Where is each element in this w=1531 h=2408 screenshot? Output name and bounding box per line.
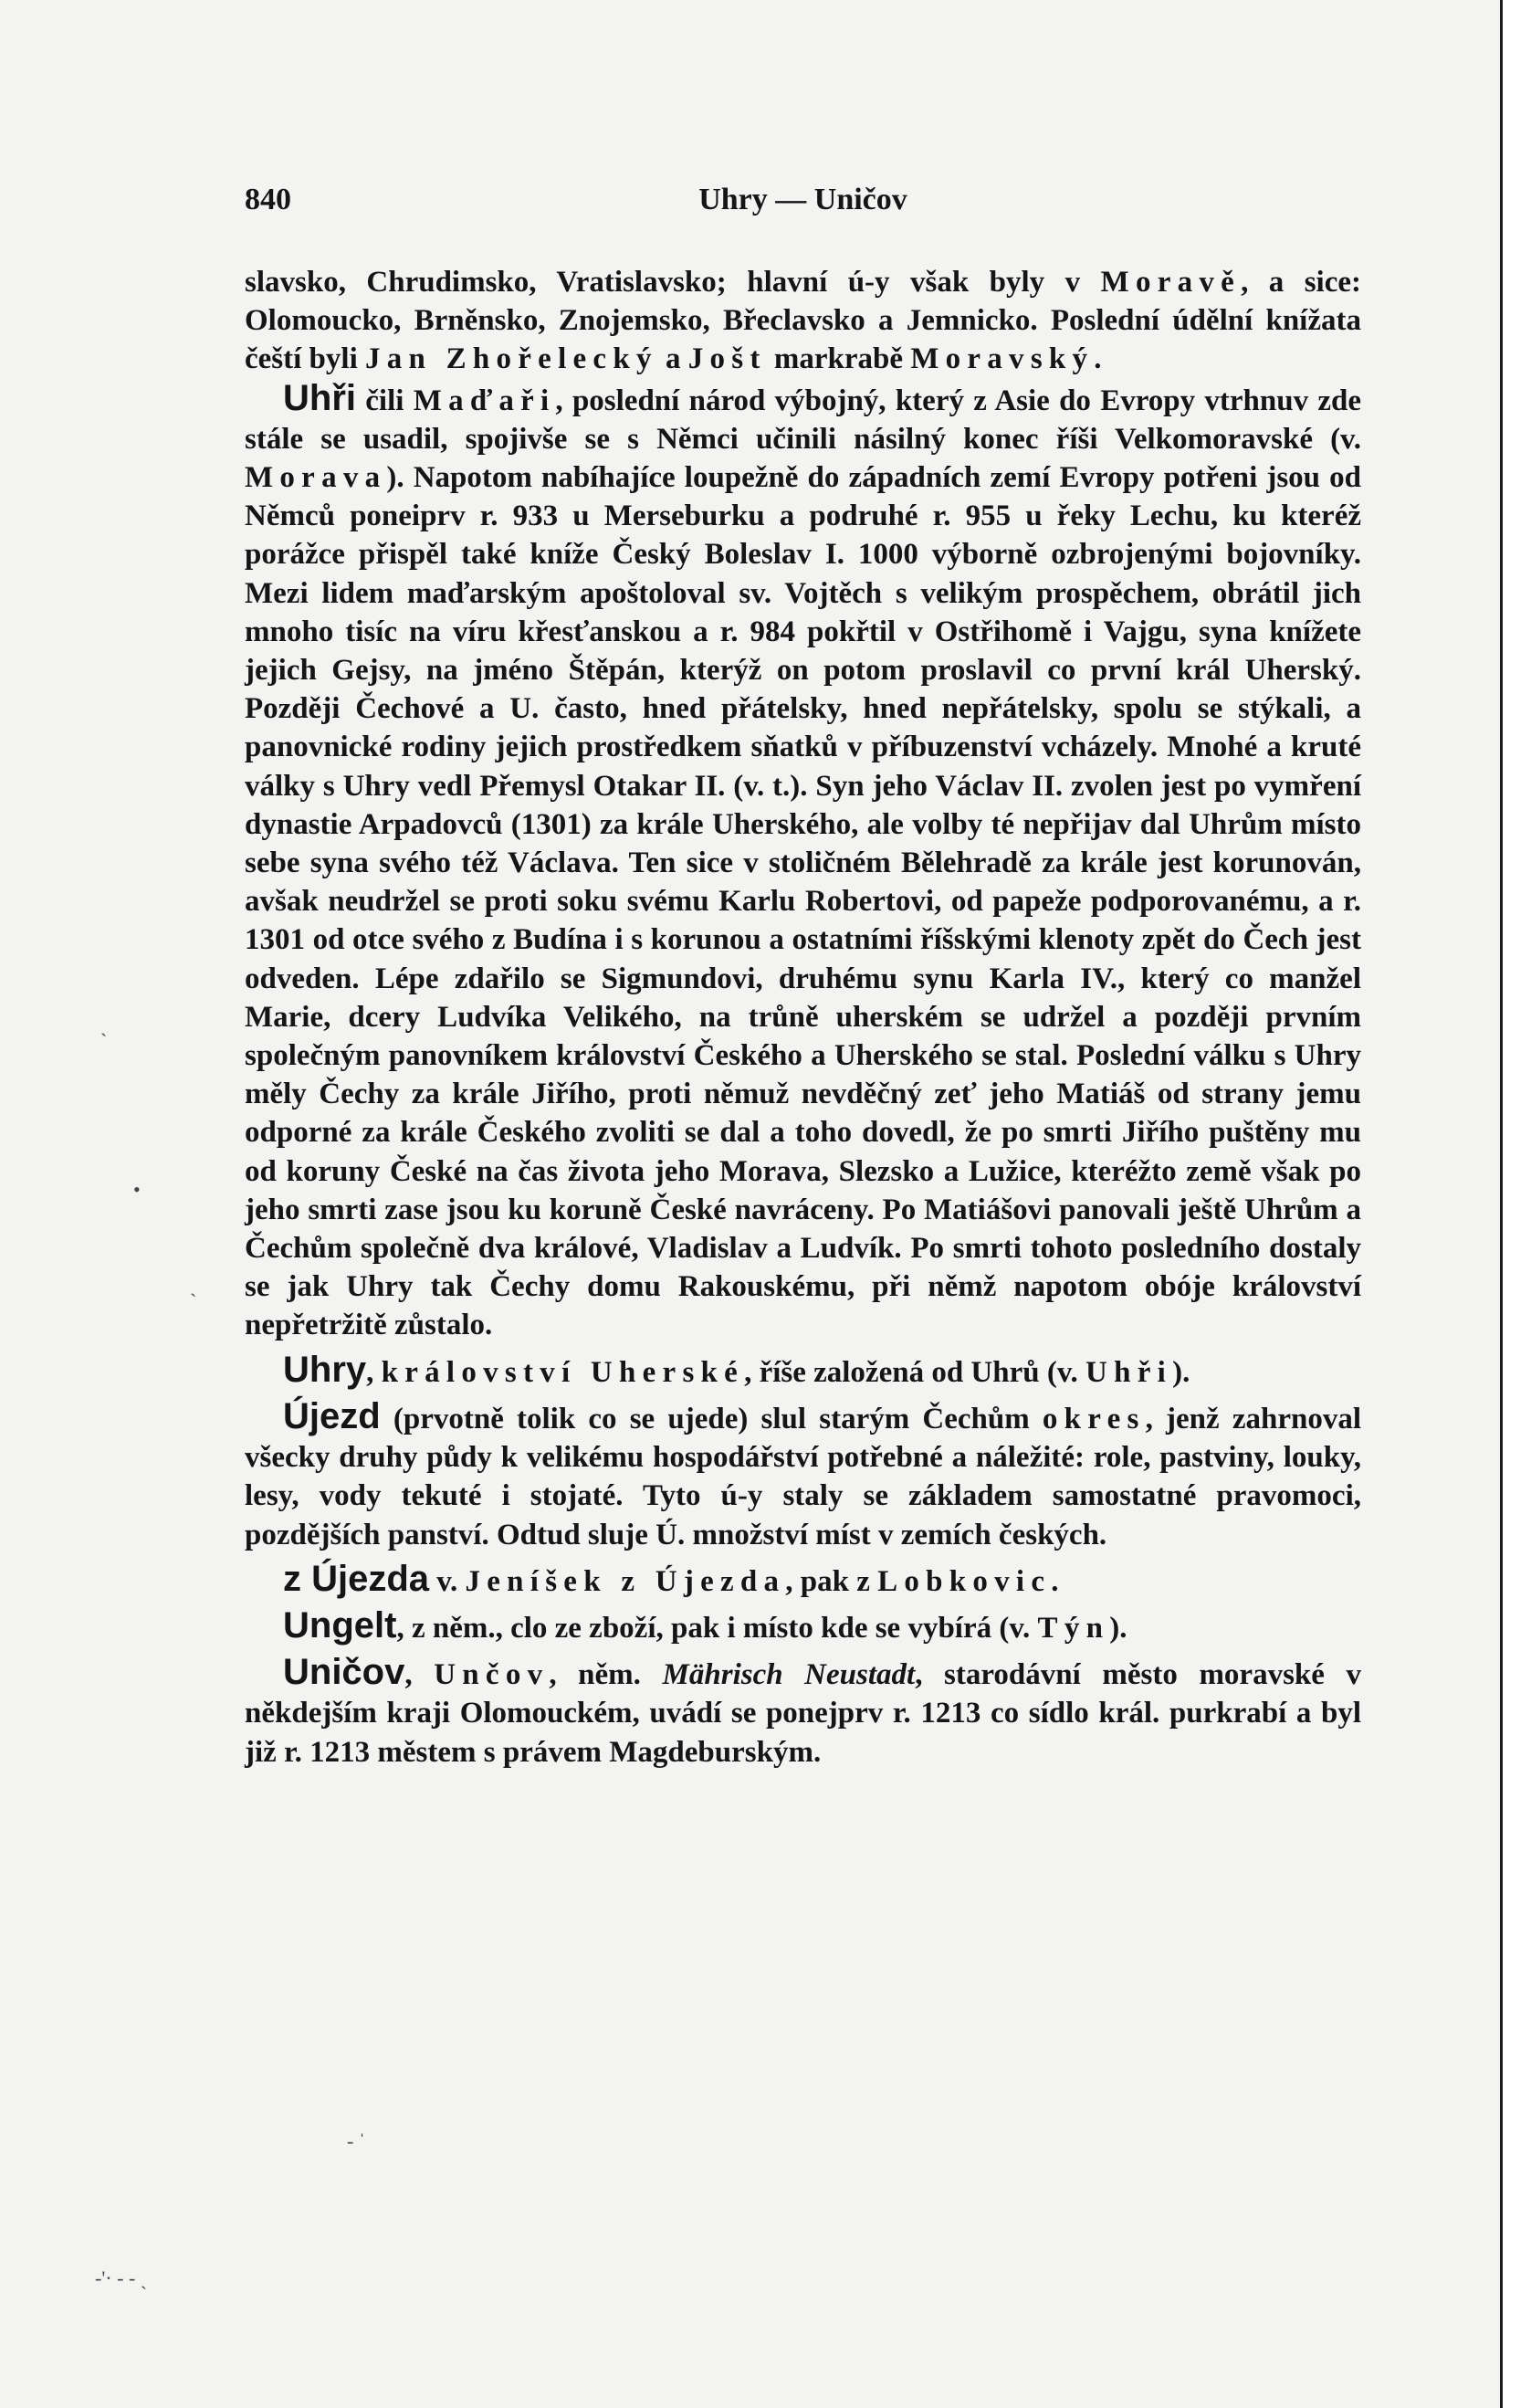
entry-unicov: Uničov, Unčov, něm. Mährisch Neustadt, starodávní město moravské v někdejším kraji Olomouckém, uvádí se ponejprv r. 1213 co sídlo král. purkrabí a byl již r. 1213 městem s právem Magdeburským. <box>245 1652 1362 1769</box>
scan-speck: ˎ <box>100 1014 108 1036</box>
scan-margin <box>1508 0 1531 2408</box>
headword: Újezd <box>283 1395 381 1436</box>
running-title: Uhry — Uničov <box>698 183 907 216</box>
scan-speck: - ˈ <box>347 2129 366 2152</box>
scan-speck: -'· - - ˏ <box>95 2266 148 2289</box>
paragraph-continuation: slavsko, Chrudimsko, Vratislavsko; hlavní ú-y však byly v Moravě, a sice: Olomoucko, Brněnsko, Znojemsko, Břeclavsko a Jemnicko. Poslední údělní knížata čeští byli Jan Zhořelecký a Jošt markrabě Moravský. <box>245 266 1361 376</box>
headword: Uničov <box>283 1652 405 1693</box>
headword: z Újezda <box>283 1558 430 1599</box>
page-header <box>245 183 1361 226</box>
main-text <box>245 263 1361 1772</box>
headword: Uhry <box>283 1349 367 1390</box>
entry-z-ujezda: z Újezda v. Jeníšek z Újezda, pak z Lobkovic. <box>283 1558 1059 1599</box>
scan-speck: • <box>133 1178 141 1201</box>
scan-speck: ˋ <box>190 1289 197 1312</box>
entry-uhry: Uhry, království Uherské, říše založená od Uhrů (v. Uhři). <box>283 1349 1190 1390</box>
entry-uhri: Uhři čili Maďaři, poslední národ výbojný, který z Asie do Evropy vtrhnuv zde stále se usadil, spojivše se s Němci učinili násilný konec říši Velkomoravské (v. Morava). Napotom nabíhajíce loupežně do západních zemí Evropy potřeni jsou od Němců poneiprv r. 933 u Merseburku a podruhé r. 955 u řeky Lechu, ku kteréž porážce přispěl také kníže Český Boleslav I. 1000 výborně ozbrojenými bojovníky. Mezi lidem maďarským apoštoloval sv. Vojtěch s velikým prospěchem, obrátil jich mnoho tisíc na víru křesťanskou a r. 984 pokřtil v Ostřihomě i Vajgu, syna knížete jejich Gejsy, na jméno Štěpán, kterýž on potom proslavil co první král Uherský. Později Čechové a U. často, hned přátelsky, hned nepřátelsky, spolu se stýkali, a panovnické rodiny jejich prostředkem sňatků v příbuzenství vcházely. Mnohé a kruté války s Uhry vedl Přemysl Otakar II. (v. t.). Syn jeho Václav II. zvolen jest po vymření dynastie Arpadovců (1301) za krále Uherského, ale volby té nepřijav dal Uhrům místo sebe syna svého též Václava. Ten sice v stoličném Bělehradě za krále jest korunován, avšak neudržel se proti soku svému Karlu Robertovi, od papeže podporovanému, a r. 1301 od otce svého z Budína i s korunou a ostatními říšskými klenoty zpět do Čech jest odveden. Lépe zdařilo se Sigmundovi, druhému synu Karla IV., který co manžel Marie, dcery Ludvíka Velikého, na trůně uherském se udržel a později prvním společným panovníkem království Českého a Uherského se stal. Poslední válku s Uhry měly Čechy za krále Jiřího, proti němuž nevděčný zeť jeho Matiáš od strany jemu odporné za krále Českého zvoliti se dal a toho dovedl, že po smrti Jiřího puštěny mu od koruny České na čas života jeho Morava, Slezsko a Lužice, kteréžto země však po jeho smrti zase jsou ku koruně České navráceny. Po Matiášovi panovali ještě Uhrům a Čechům společně dva králové, Vladislav a Ludvík. Po smrti tohoto posledního dostaly se jak Uhry tak Čechy domu Rakouskému, při němž napotom obóje království nepřetržitě zůstalo. <box>245 377 1361 1342</box>
page-number: 840 <box>245 183 291 216</box>
entry-ungelt: Ungelt, z něm., clo ze zboží, pak i místo kde se vybírá (v. Týn). <box>283 1604 1127 1646</box>
headword: Ungelt <box>283 1604 397 1646</box>
entry-ujezd: Újezd (prvotně tolik co se ujede) slul starým Čechům okres, jenž zahrnoval všecky druhy půdy k velikému hospodářství potřebné a náležité: role, pastviny, louky, lesy, vody tekuté i stojaté. Tyto ú-y staly se základem samostatné pravomoci, pozdějších panství. Odtud sluje Ú. množství míst v zemích českých. <box>245 1395 1362 1551</box>
headword: Uhři <box>283 377 356 418</box>
